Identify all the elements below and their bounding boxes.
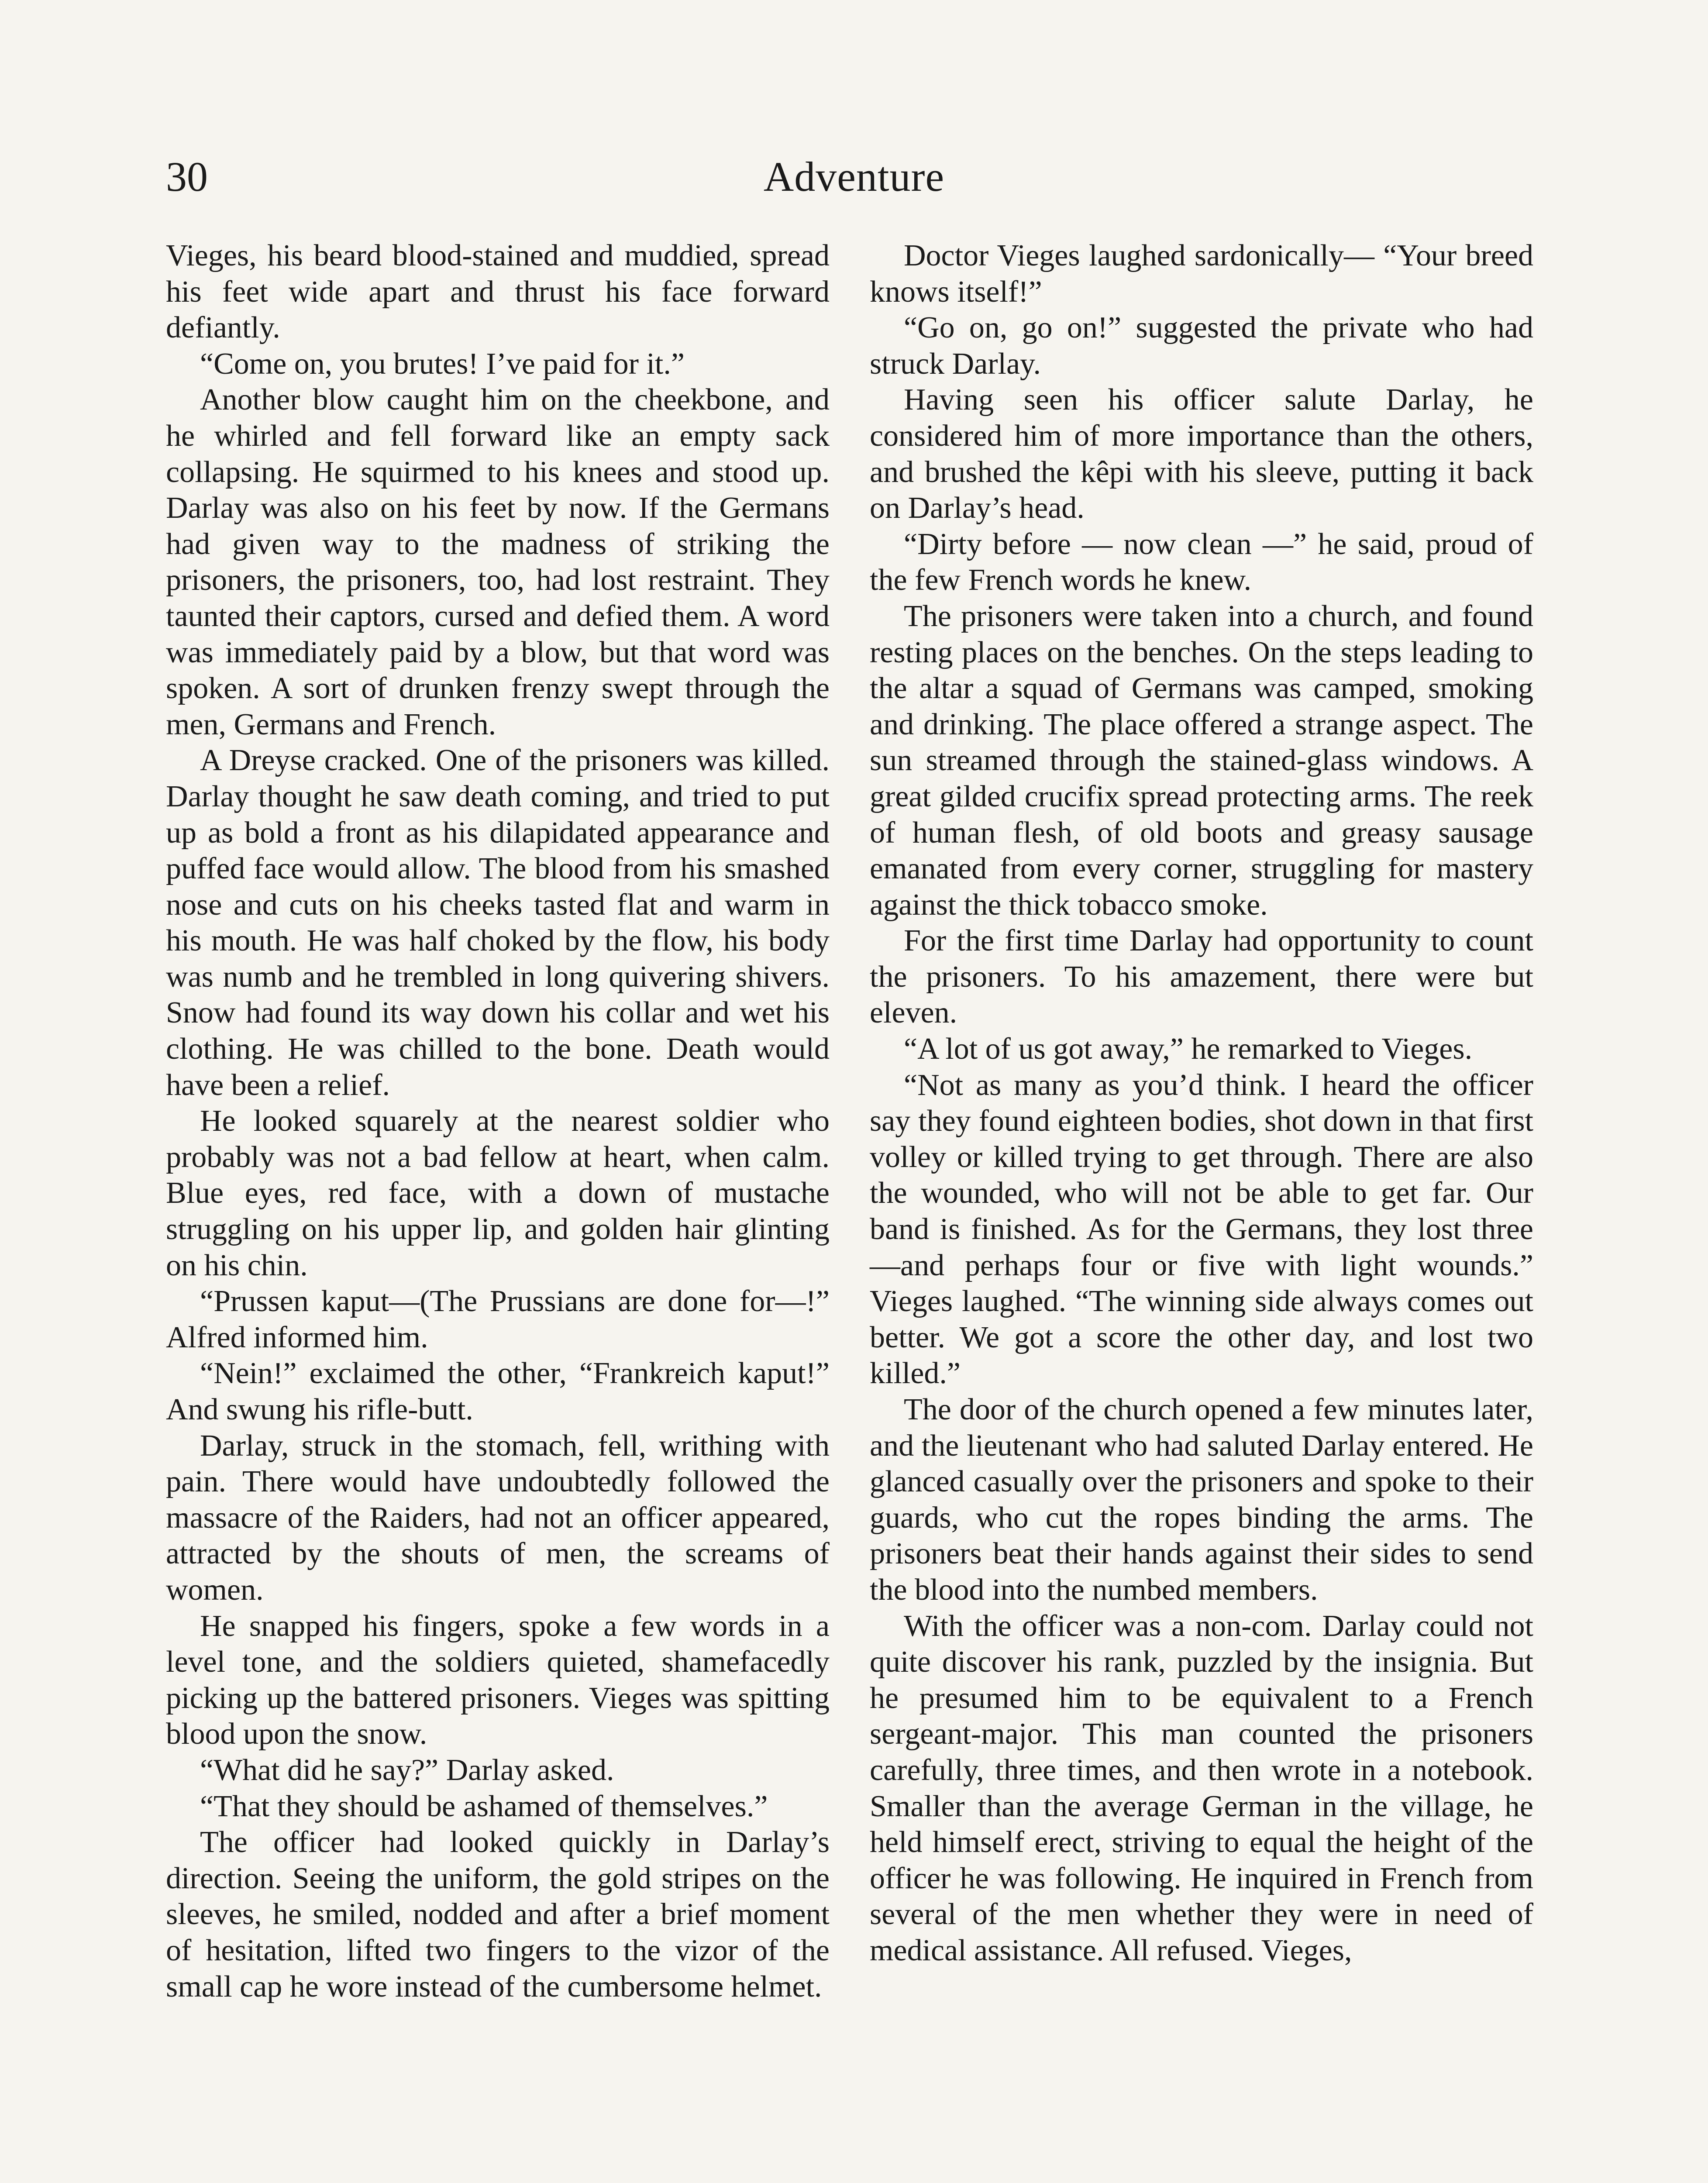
paragraph: He looked squarely at the nearest soldier who probably was not a bad fellow at heart, when calm. Blue eyes, red face, with a down of mustache struggling on his upper lip, and golden hair glinting on his chin. (166, 1104, 830, 1282)
paragraph: He snapped his fingers, spoke a few words in a level tone, and the soldiers quieted, shamefacedly picking up the battered prisoners. Vieges was spitting blood upon the snow. (166, 1609, 830, 1751)
paragraph: Doctor Vieges laughed sardonically— “Your breed knows itself!” (870, 239, 1533, 309)
paragraph: Having seen his officer salute Darlay, he considered him of more importance than the others, and brushed the kêpi with his sleeve, putting it back on Darlay’s head. (870, 383, 1533, 525)
paragraph: “Prussen kaput—(The Prussians are done for—!” Alfred informed him. (166, 1284, 830, 1354)
paragraph: The door of the church opened a few minutes later, and the lieutenant who had saluted Darlay entered. He glanced casually over the prisoners and spoke to their guards, who cut the ropes binding the arms. The prisoners beat their hands against their sides to send the blood into the numbed members. (870, 1393, 1533, 1607)
paragraph: A Dreyse cracked. One of the prisoners was killed. Darlay thought he saw death coming, and tried to put up as bold a front as his dilapidated appearance and puffed face would allow. The blood from his smashed nose and cuts on his cheeks tasted flat and warm in his mouth. He was half choked by the flow, his body was numb and he trembled in long quivering shivers. Snow had found its way down his collar and wet his clothing. He was chilled to the bone. Death would have been a relief. (166, 744, 830, 1102)
right-text-column (870, 238, 1533, 1969)
paragraph: “Not as many as you’d think. I heard the officer say they found eighteen bodies, shot down in that first volley or killed trying to get through. There are also the wounded, who will not be able to get far. Our band is finished. As for the Germans, they lost three—and perhaps four or five with light wounds.” Vieges laughed. “The winning side always comes out better. We got a score the other day, and lost two killed.” (870, 1068, 1533, 1391)
paragraph: For the first time Darlay had opportunity to count the prisoners. To his amazement, there were but eleven. (870, 924, 1533, 1030)
paragraph: “Dirty before — now clean —” he said, proud of the few French words he knew. (870, 527, 1533, 597)
page-number: 30 (166, 153, 208, 200)
paragraph: Vieges, his beard blood-stained and muddied, spread his feet wide apart and thrust his face forward defiantly. (166, 239, 830, 345)
running-title: Adventure (763, 153, 945, 200)
paragraph: Darlay, struck in the stomach, fell, writhing with pain. There would have undoubtedly followed the massacre of the Raiders, had not an officer appeared, attracted by the shouts of men, the screams of women. (166, 1429, 830, 1607)
paragraph: “A lot of us got away,” he remarked to Vieges. (904, 1032, 1473, 1066)
page-header (166, 148, 1542, 205)
paragraph: “Come on, you brutes! I’ve paid for it.” (200, 347, 685, 381)
paragraph: The officer had looked quickly in Darlay’s direction. Seeing the uniform, the gold stripes on the sleeves, he smiled, nodded and after a brief moment of hesitation, lifted two fingers to the vizor of the small cap he wore instead of the cumbersome helmet. (166, 1825, 830, 2004)
paragraph: With the officer was a non-com. Darlay could not quite discover his rank, puzzled by the insignia. But he presumed him to be equivalent to a French sergeant-major. This man counted the prisoners carefully, three times, and then wrote in a notebook. Smaller than the average German in the village, he held himself erect, striving to equal the height of the officer he was following. He inquired in French from several of the men whether they were in need of medical assistance. All refused. Vieges, (870, 1609, 1533, 1967)
paragraph: “That they should be ashamed of themselves.” (200, 1789, 768, 1823)
paragraph: The prisoners were taken into a church, and found resting places on the benches. On the steps leading to the altar a squad of Germans was camped, smoking and drinking. The place offered a strange aspect. The sun streamed through the stained-glass windows. A great gilded crucifix spread protecting arms. The reek of human flesh, of old boots and greasy sausage emanated from every corner, struggling for mastery against the thick tobacco smoke. (870, 599, 1533, 922)
paragraph: “What did he say?” Darlay asked. (200, 1753, 614, 1787)
paragraph: Another blow caught him on the cheekbone, and he whirled and fell forward like an empty sack collapsing. He squirmed to his knees and stood up. Darlay was also on his feet by now. If the Germans had given way to the madness of striking the prisoners, the prisoners, too, had lost restraint. They taunted their captors, cursed and defied them. A word was immediately paid by a blow, but that word was spoken. A sort of drunken frenzy swept through the men, Germans and French. (166, 383, 830, 741)
paragraph: “Nein!” exclaimed the other, “Frankreich kaput!” And swung his rifle-butt. (166, 1357, 830, 1426)
left-text-column (166, 238, 830, 2005)
paragraph: “Go on, go on!” suggested the private who had struck Darlay. (870, 311, 1533, 381)
